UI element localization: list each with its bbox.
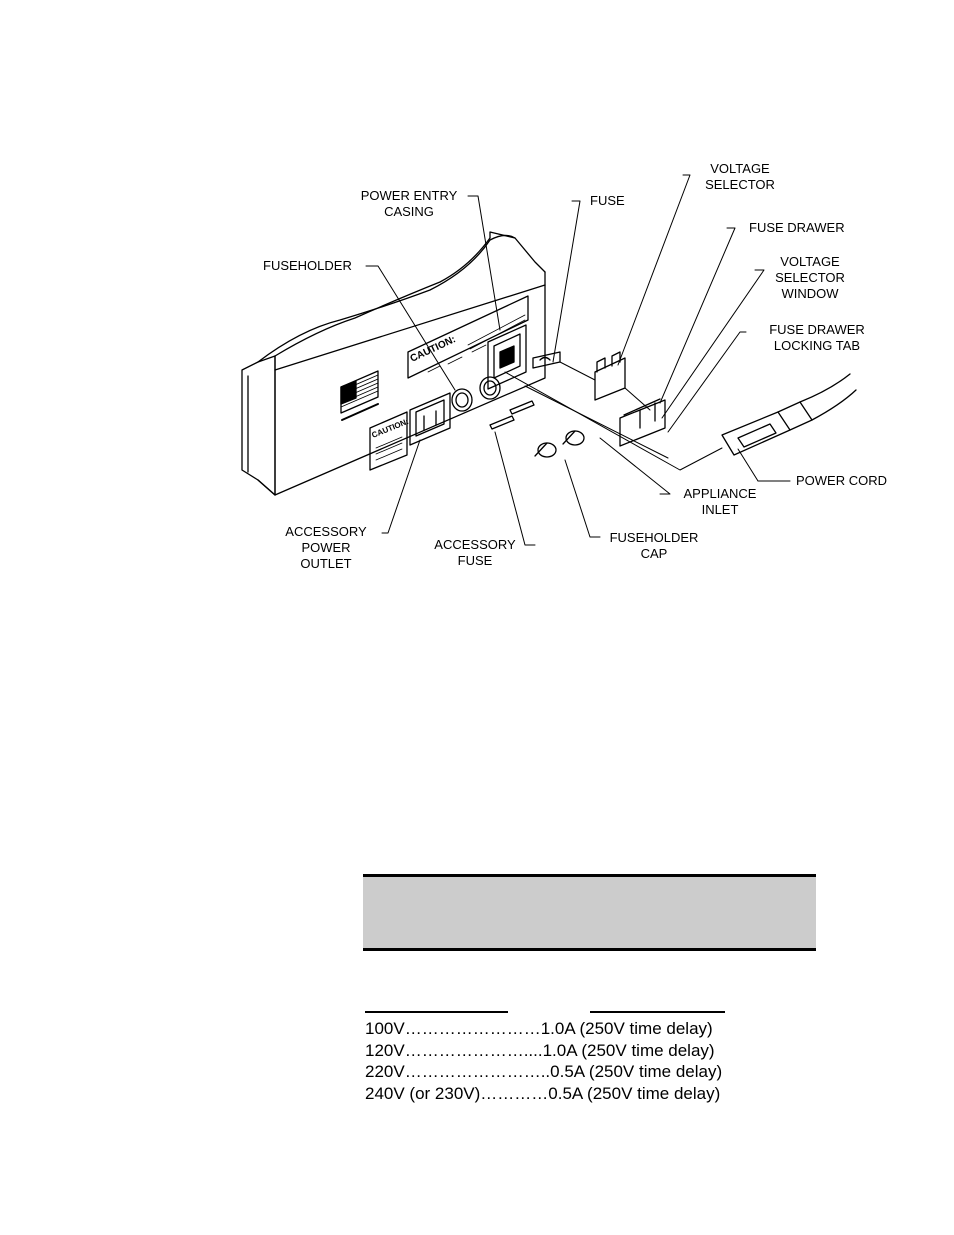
- column-rule-fuse: [590, 1011, 725, 1013]
- callout-fuseholder-cap: FUSEHOLDER CAP: [609, 530, 699, 561]
- callout-accessory-power-outlet: ACCESSORY POWER OUTLET: [285, 524, 367, 571]
- power-cord: [722, 374, 856, 455]
- fuse-row-220v: 220V……………………..0.5A (250V time delay): [365, 1062, 723, 1081]
- note-box: [363, 874, 816, 951]
- power-entry-module: [488, 325, 526, 389]
- outlet-caution-text: CAUTION:: [370, 416, 411, 440]
- caution-label-plate: [408, 296, 528, 378]
- callout-power-cord: POWER CORD: [796, 473, 887, 488]
- fuse-row-240v: 240V (or 230V)…………0.5A (250V time delay): [365, 1084, 721, 1103]
- callout-fuse-drawer-locking-tab: FUSE DRAWER LOCKING TAB: [769, 322, 865, 353]
- column-rule-voltage: [365, 1011, 508, 1013]
- callout-voltage-selector-window: VOLTAGE SELECTOR WINDOW: [775, 254, 845, 301]
- fuseholder-ports: [452, 377, 500, 411]
- fuse-row-100v: 100V……………………1.0A (250V time delay): [365, 1019, 713, 1038]
- callout-fuse-drawer: FUSE DRAWER: [749, 220, 845, 235]
- callout-appliance-inlet: APPLIANCE INLET: [683, 486, 757, 517]
- fuse-row-120v: 120V…………………....1.0A (250V time delay): [365, 1041, 715, 1060]
- callout-power-entry-casing: POWER ENTRY CASING: [360, 188, 458, 219]
- accessory-fuse-parts: [490, 401, 584, 457]
- flag-decal: [341, 371, 378, 420]
- callout-fuseholder: FUSEHOLDER: [263, 258, 352, 273]
- callout-accessory-fuse: ACCESSORY FUSE: [434, 537, 516, 568]
- callout-voltage-selector: VOLTAGE SELECTOR: [705, 161, 775, 192]
- callout-fuse: FUSE: [590, 193, 625, 208]
- accessory-outlet-panel: [370, 393, 450, 470]
- caution-label-text: CAUTION:: [408, 334, 458, 365]
